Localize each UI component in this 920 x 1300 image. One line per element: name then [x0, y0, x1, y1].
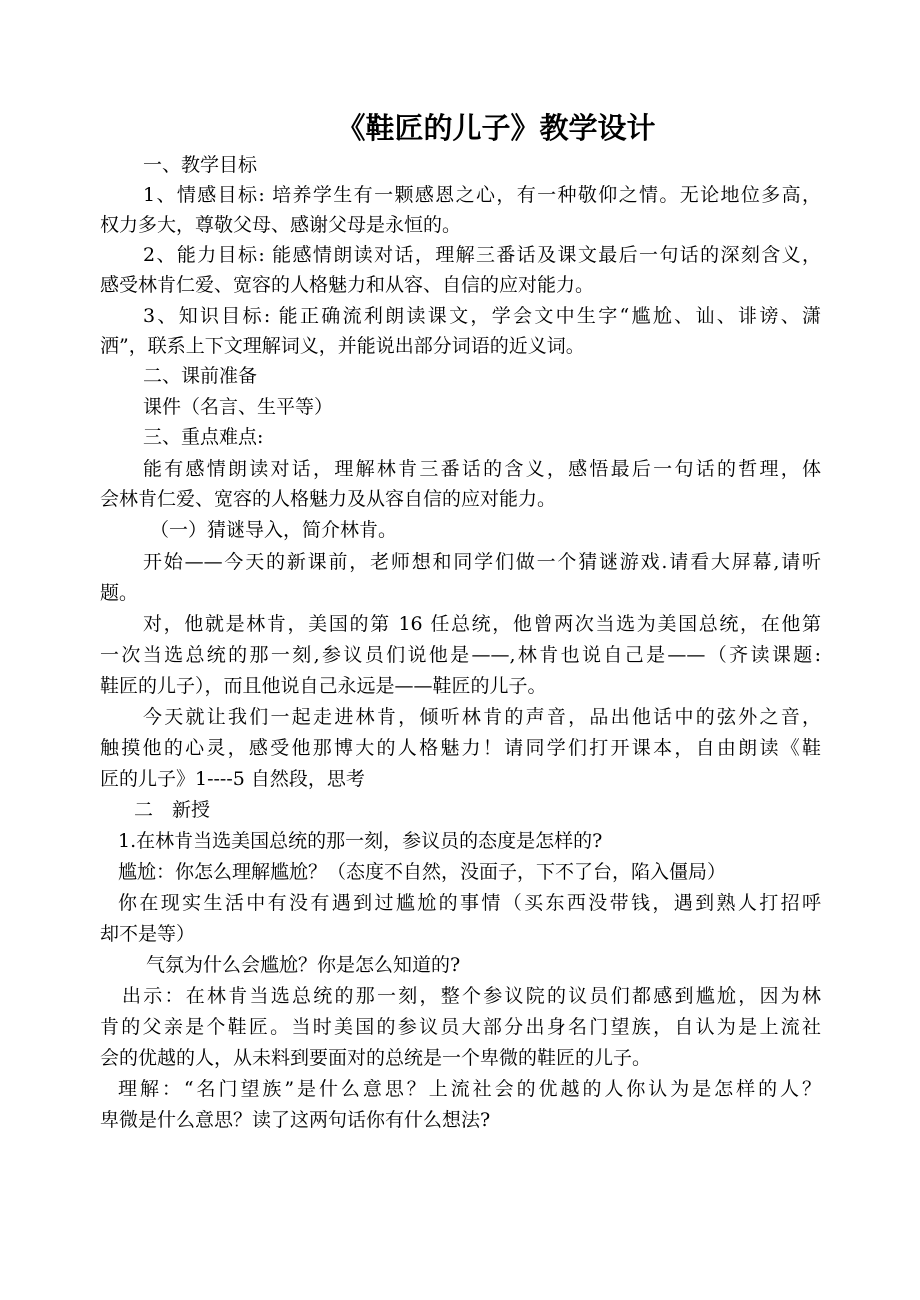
question-line: 1.在林肯当选美国总统的那一刻，参议员的态度是怎样的?	[118, 830, 603, 852]
paragraph-line: 卑微是什么意思？读了这两句话你有什么想法?	[100, 1109, 491, 1131]
paragraph-line: 题。	[100, 582, 139, 604]
paragraph-line: 鞋匠的儿子），而且他说自己永远是——鞋匠的儿子。	[100, 675, 547, 697]
section-heading-new-lesson: 二 新授	[134, 799, 211, 821]
paragraph-line: 理解：“名门望族”是什么意思？上流社会的优越的人你认为是怎样的人？	[118, 1078, 821, 1100]
paragraph-line: 3、知识目标: 能正确流利朗读课文，学会文中生字“尴尬、讪、诽谤、潇	[143, 305, 821, 327]
section-heading-preparation: 二、课前准备	[143, 365, 258, 387]
paragraph-line: 对，他就是林肯，美国的第 16 任总统，他曾两次当选为美国总统，在他第	[143, 613, 821, 635]
paragraph-line: 开始——今天的新课前，老师想和同学们做一个猜谜游戏.请看大屏幕,请听	[143, 551, 821, 573]
document-title: 《鞋匠的儿子》教学设计	[336, 111, 656, 145]
subsection-heading: （一）猜谜导入，简介林肯。	[150, 519, 398, 541]
paragraph-line: 会的优越的人，从未料到要面对的总统是一个卑微的鞋匠的儿子。	[100, 1047, 652, 1069]
paragraph-line: 出示：在林肯当选总统的那一刻，整个参议院的议员们都感到尴尬，因为林	[122, 985, 821, 1007]
paragraph-line: 你在现实生活中有没有遇到过尴尬的事情（买东西没带钱，遇到熟人打招呼	[118, 892, 821, 914]
paragraph-line: 能有感情朗读对话，理解林肯三番话的含义，感悟最后一句话的哲理，体	[143, 458, 821, 480]
paragraph-line: 今天就让我们一起走进林肯，倾听林肯的声音，品出他话中的弦外之音，	[143, 706, 821, 728]
paragraph-line: 1、情感目标: 培养学生有一颗感恩之心，有一种敬仰之情。无论地位多高，	[143, 184, 821, 206]
paragraph-line: 会林肯仁爱、宽容的人格魅力及从容自信的应对能力。	[100, 488, 557, 510]
paragraph-line: 感受林肯仁爱、宽容的人格魅力和从容、自信的应对能力。	[100, 274, 595, 296]
paragraph-line: 洒”，联系上下文理解词义，并能说出部分词语的近义词。	[100, 335, 585, 357]
paragraph-line: 却不是等）	[100, 923, 196, 945]
paragraph-line: 权力多大，尊敬父母、感谢父母是永恒的。	[100, 214, 462, 236]
paragraph-line: 2、能力目标: 能感情朗读对话，理解三番话及课文最后一句话的深刻含义，	[143, 244, 821, 266]
section-heading-key-points: 三、重点难点:	[143, 426, 264, 448]
paragraph-line: 肯的父亲是个鞋匠。当时美国的参议员大部分出身名门望族，自认为是上流社	[100, 1016, 821, 1038]
section-heading-objectives: 一、教学目标	[143, 154, 258, 176]
paragraph-line: 尴尬：你怎么理解尴尬？（态度不自然，没面子，下不了台，陷入僵局）	[118, 861, 727, 883]
paragraph-line: 一次当选总统的那一刻,参议员们说他是——,林肯也说自己是——（齐读课题:	[100, 644, 821, 666]
paragraph-line: 匠的儿子》1----5 自然段，思考	[100, 768, 365, 790]
paragraph-line: 触摸他的心灵，感受他那博大的人格魅力！请同学们打开课本，自由朗读《鞋	[100, 737, 821, 759]
paragraph-line: 课件（名言、生平等）	[143, 396, 334, 418]
question-line: 气氛为什么会尴尬？你是怎么知道的?	[146, 954, 461, 976]
